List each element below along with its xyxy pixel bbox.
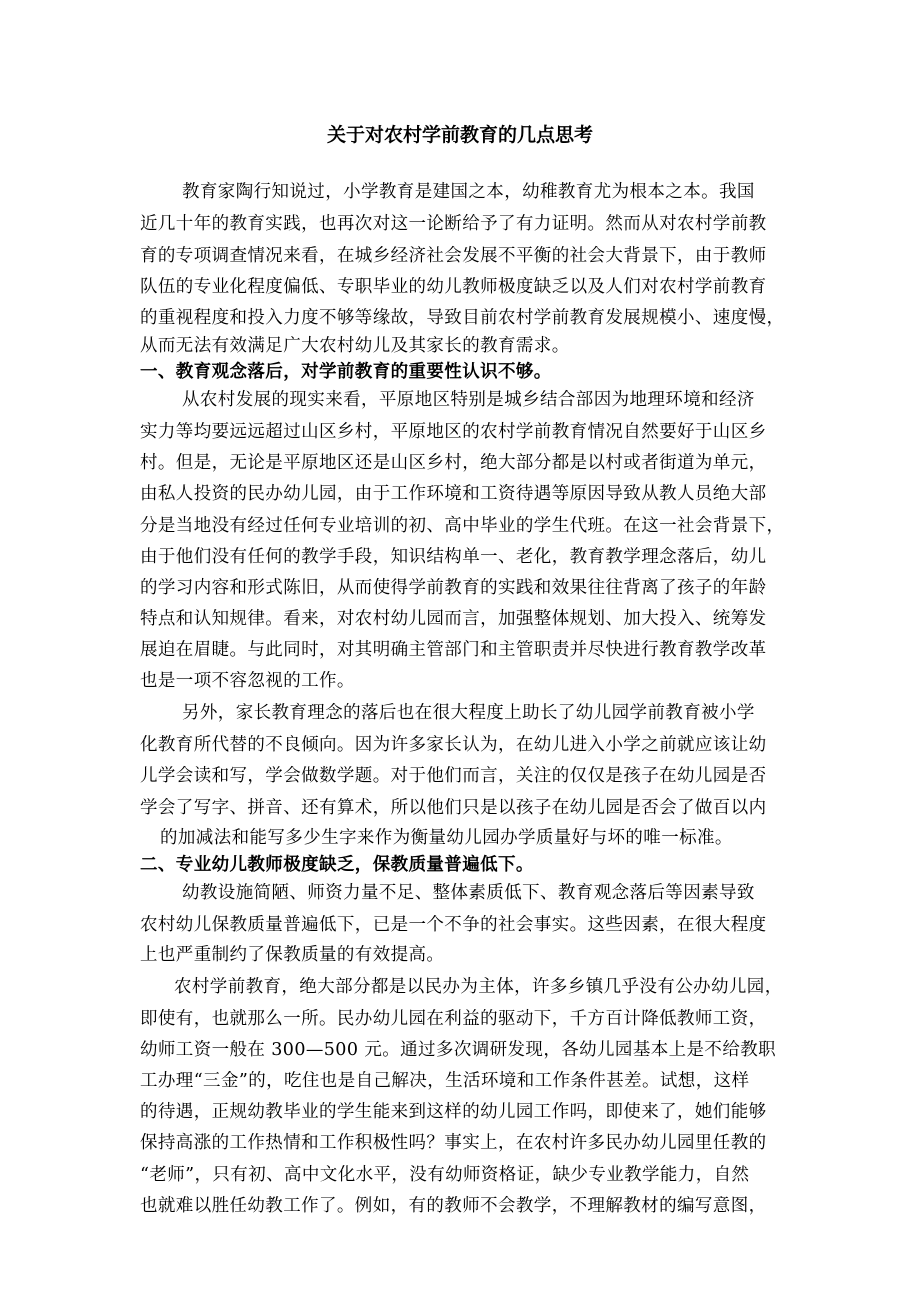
paragraph-line: 也就难以胜任幼教工作了。例如，有的教师不会教学，不理解教材的编写意图， xyxy=(140,1196,767,1216)
paragraph-line: 学会了写字、拼音、还有算术，所以他们只是以孩子在幼儿园是否会了做百以内 xyxy=(140,798,767,818)
paragraph-line: 由于他们没有任何的教学手段，知识结构单一、老化，教育教学理念落后，幼儿 xyxy=(140,547,767,567)
paragraph-line: 育的专项调查情况来看，在城乡经济社会发展不平衡的社会大背景下，由于教师 xyxy=(140,246,767,266)
paragraph-line: 从农村发展的现实来看，平原地区特别是城乡结合部因为地理环境和经济 xyxy=(182,390,755,410)
paragraph-line: “老师”，只有初、高中文化水平，没有幼师资格证，缺少专业教学能力，自然 xyxy=(140,1165,750,1185)
paragraph-line: 也是一项不容忽视的工作。 xyxy=(140,671,355,691)
paragraph-line: 化教育所代替的不良倾向。因为许多家长认为，在幼儿进入小学之前就应该让幼 xyxy=(140,735,767,755)
paragraph-line: 的加减法和能写多少生字来作为衡量幼儿园办学质量好与坏的唯一标准。 xyxy=(160,828,733,848)
paragraph-line: 另外，家长教育理念的落后也在很大程度上助长了幼儿园学前教育被小学 xyxy=(182,703,755,723)
paragraph-line: 的重视程度和投入力度不够等缘故，导致目前农村学前教育发展规模小、速度慢， xyxy=(140,308,785,328)
paragraph-line: 农村幼儿保教质量普遍低下，已是一个不争的社会事实。这些因素，在很大程度 xyxy=(140,915,767,935)
paragraph-line: 近几十年的教育实践，也再次对这一论断给予了有力证明。然而从对农村学前教 xyxy=(140,214,767,234)
paragraph-line: 特点和认知规律。看来，对农村幼儿园而言，加强整体规划、加大投入、统筹发 xyxy=(140,609,767,629)
paragraph-line: 幼教设施简陋、师资力量不足、整体素质低下、教育观念落后等因素导致 xyxy=(182,883,755,903)
paragraph-line: 上也严重制约了保教质量的有效提高。 xyxy=(140,945,445,965)
paragraph-line: 从而无法有效满足广大农村幼儿及其家长的教育需求。 xyxy=(140,336,570,356)
paragraph-line: 即使有，也就那么一所。民办幼儿园在利益的驱动下，千方百计降低教师工资， xyxy=(140,1009,767,1029)
section-heading-1: 一、教育观念落后，对学前教育的重要性认识不够。 xyxy=(140,362,552,382)
paragraph-line: 的待遇，正规幼教毕业的学生能来到这样的幼儿园工作吗，即使来了，她们能够 xyxy=(140,1102,767,1122)
paragraph-line: 队伍的专业化程度偏低、专职毕业的幼儿教师极度缺乏以及人们对农村学前教育 xyxy=(140,277,767,297)
paragraph-line: 农村学前教育，绝大部分都是以民办为主体，许多乡镇几乎没有公办幼儿园， xyxy=(174,977,783,997)
document-title: 关于对农村学前教育的几点思考 xyxy=(326,124,593,146)
paragraph-line: 教育家陶行知说过，小学教育是建国之本，幼稚教育尤为根本之本。我国 xyxy=(182,182,755,202)
paragraph-line: 实力等均要远远超过山区乡村，平原地区的农村学前教育情况自然要好于山区乡 xyxy=(140,422,767,442)
paragraph-line: 工办理“三金”的，吃住也是自己解决，生活环境和工作条件甚差。试想，这样 xyxy=(140,1071,750,1091)
paragraph-line: 的学习内容和形式陈旧，从而使得学前教育的实践和效果往往背离了孩子的年龄 xyxy=(140,578,767,598)
paragraph-line: 儿学会读和写，学会做数学题。对于他们而言，关注的仅仅是孩子在幼儿园是否 xyxy=(140,766,767,786)
paragraph-line: 展迫在眉睫。与此同时，对其明确主管部门和主管职责并尽快进行教育教学改革 xyxy=(140,640,767,660)
paragraph-line: 分是当地没有经过任何专业培训的初、高中毕业的学生代班。在这一社会背景下， xyxy=(140,516,785,536)
paragraph-line: 村。但是，无论是平原地区还是山区乡村，绝大部分都是以村或者街道为单元， xyxy=(140,453,767,473)
section-heading-2: 二、专业幼儿教师极度缺乏，保教质量普遍低下。 xyxy=(140,855,534,875)
paragraph-line: 保持高涨的工作热情和工作积极性吗？事实上，在农村许多民办幼儿园里任教的 xyxy=(140,1133,767,1153)
paragraph-line: 幼师工资一般在 300—500 元。通过多次调研发现，各幼儿园基本上是不给教职 xyxy=(140,1040,777,1060)
paragraph-line: 由私人投资的民办幼儿园，由于工作环境和工资待遇等原因导致从教人员绝大部 xyxy=(140,484,767,504)
